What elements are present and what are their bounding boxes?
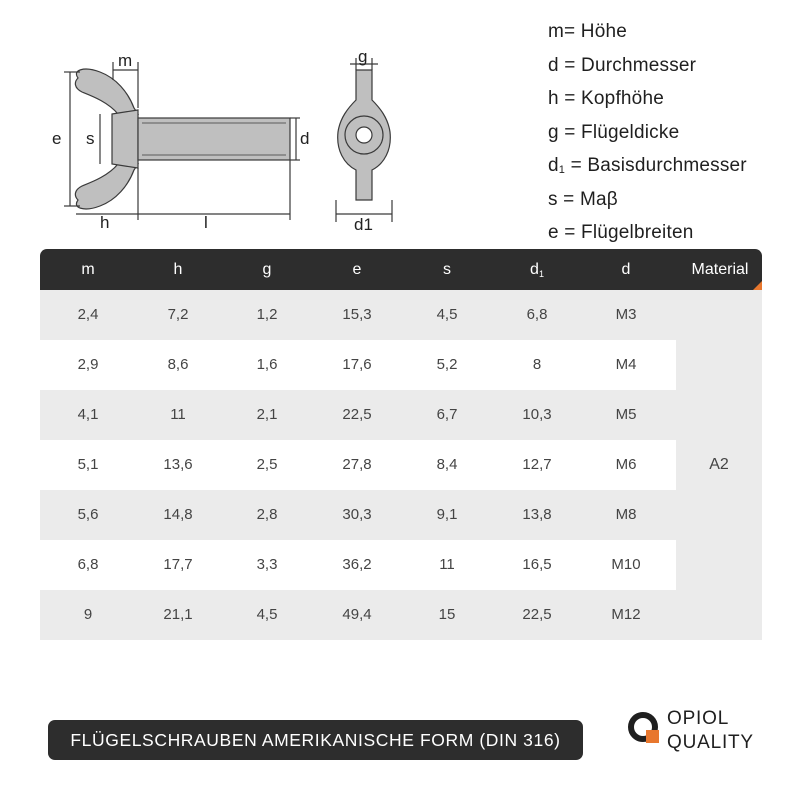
table-cell: 10,3 [522, 406, 552, 423]
column-header [135, 249, 221, 290]
column-header [583, 249, 669, 290]
table-cell: 8,6 [167, 356, 189, 373]
legend-symbol: d [548, 155, 559, 176]
legend-description: = Flügelbreiten [558, 222, 694, 243]
table-row [40, 390, 762, 440]
table-cell: 22,5 [342, 406, 372, 423]
lower-wing-shape [75, 164, 138, 209]
legend-symbol: m [548, 21, 565, 42]
table-cell: 1,6 [256, 356, 278, 373]
column-header [224, 249, 310, 290]
label-s: s [86, 129, 95, 148]
column-header-label: g [262, 261, 272, 278]
label-h: h [100, 213, 110, 232]
label-d1: d1 [354, 215, 373, 234]
table-cell: 4,5 [436, 306, 458, 323]
table-cell: 2,1 [256, 406, 278, 423]
column-header-subscript: 1 [538, 269, 544, 279]
table-cell: 22,5 [522, 606, 552, 623]
table-row [40, 440, 762, 490]
legend-symbol-subscript: 1 [558, 164, 566, 176]
table-cell: 21,1 [163, 606, 193, 623]
table-cell: 6,8 [526, 306, 548, 323]
head-shape [112, 110, 138, 168]
table-cell: 49,4 [342, 606, 372, 623]
table-cell: 4,5 [256, 606, 278, 623]
column-header [404, 249, 490, 290]
legend-symbol: g [548, 121, 559, 143]
legend-description: = Flügeldicke [558, 121, 680, 143]
legend-item [548, 152, 798, 186]
legend-description: = Basisdurchmesser [565, 155, 747, 176]
label-e: e [52, 129, 62, 148]
table-cell: 4,1 [77, 406, 99, 423]
table-cell: 6,7 [436, 406, 458, 423]
table-cell: 5,6 [77, 506, 99, 523]
header-corner-accent [753, 281, 762, 290]
table-cell: 8,4 [436, 456, 458, 473]
table-cell: M3 [615, 306, 637, 323]
table-row [40, 490, 762, 540]
legend-description: = Durchmesser [558, 54, 697, 76]
table-cell: 2,8 [256, 506, 278, 523]
column-header [45, 249, 131, 290]
logo-mark-icon [626, 710, 660, 744]
table-cell: 14,8 [163, 506, 193, 523]
dimension-table [40, 249, 762, 640]
end-hole-circle [356, 127, 372, 143]
table-cell: 1,2 [256, 306, 278, 323]
table-cell: 30,3 [342, 506, 372, 523]
legend-item [548, 219, 798, 253]
legend-item [548, 186, 798, 220]
table-row [40, 290, 762, 340]
column-header-label: d [621, 261, 631, 278]
wing-screw-technical-drawing [0, 0, 520, 240]
table-cell: 5,1 [77, 456, 99, 473]
end-view [336, 58, 392, 222]
column-header-label: s [443, 261, 451, 278]
brand-logo [626, 708, 776, 766]
table-cell: 8 [532, 356, 542, 373]
table-cell: 17,6 [342, 356, 372, 373]
table-cell: 2,5 [256, 456, 278, 473]
legend-item [548, 119, 798, 153]
material-column [676, 290, 762, 640]
table-cell: 11 [439, 556, 455, 573]
column-header-label: d [530, 261, 539, 278]
table-cell: 9,1 [436, 506, 458, 523]
legend-description: = Kopfhöhe [558, 88, 664, 109]
table-row [40, 590, 762, 640]
label-g: g [358, 47, 368, 66]
column-header [314, 249, 400, 290]
legend-symbol: e [548, 222, 559, 243]
table-cell: 12,7 [522, 456, 552, 473]
table-cell: 2,4 [77, 306, 99, 323]
material-cell: A2 [709, 456, 729, 473]
table-cell: 5,2 [436, 356, 458, 373]
legend-item [548, 52, 798, 86]
logo-line-1: OPIOL [667, 708, 730, 729]
table-cell: 6,8 [77, 556, 99, 573]
logo-line-2: QUALITY [667, 732, 754, 753]
table-cell: 2,9 [77, 356, 99, 373]
upper-wing-shape [75, 69, 138, 114]
column-header [677, 249, 763, 290]
column-header-label: e [352, 261, 362, 278]
table-cell: M4 [615, 356, 637, 373]
column-header [494, 249, 580, 290]
label-d: d [300, 129, 310, 148]
legend-description: = Höhe [564, 21, 628, 42]
table-cell: 36,2 [342, 556, 372, 573]
table-cell: M12 [611, 606, 641, 623]
table-cell: 7,2 [167, 306, 189, 323]
table-cell: 17,7 [163, 556, 193, 573]
table-cell: 11 [170, 406, 186, 423]
table-row [40, 340, 762, 390]
table-cell: 9 [83, 606, 93, 623]
table-cell: M6 [615, 456, 637, 473]
table-row [40, 540, 762, 590]
table-cell: M5 [615, 406, 637, 423]
label-m: m [118, 51, 133, 70]
table-cell: M10 [611, 556, 641, 573]
table-cell: 13,6 [163, 456, 193, 473]
table-header [40, 249, 762, 290]
table-cell: 16,5 [522, 556, 552, 573]
legend-symbol: s [548, 188, 558, 210]
legend-item [548, 18, 798, 52]
column-header-label: m [81, 261, 95, 278]
title-banner [48, 720, 583, 760]
symbol-legend [548, 18, 798, 253]
table-cell: 3,3 [256, 556, 278, 573]
legend-item [548, 85, 798, 119]
legend-symbol: d [548, 54, 559, 76]
table-cell: 15,3 [342, 306, 372, 323]
table-cell: M8 [615, 506, 637, 523]
shaft-shape [138, 118, 290, 160]
table-cell: 15 [438, 606, 456, 623]
banner-title: FLÜGELSCHRAUBEN AMERIKANISCHE FORM (DIN 316) [70, 730, 561, 750]
column-header-label: h [173, 261, 183, 278]
legend-description: = Maβ [557, 188, 618, 210]
side-view [64, 62, 300, 220]
column-header-label: Material [691, 261, 749, 278]
table-cell: 13,8 [522, 506, 552, 523]
label-l: l [204, 213, 208, 232]
table-cell: 27,8 [342, 456, 372, 473]
legend-symbol: h [548, 88, 559, 109]
